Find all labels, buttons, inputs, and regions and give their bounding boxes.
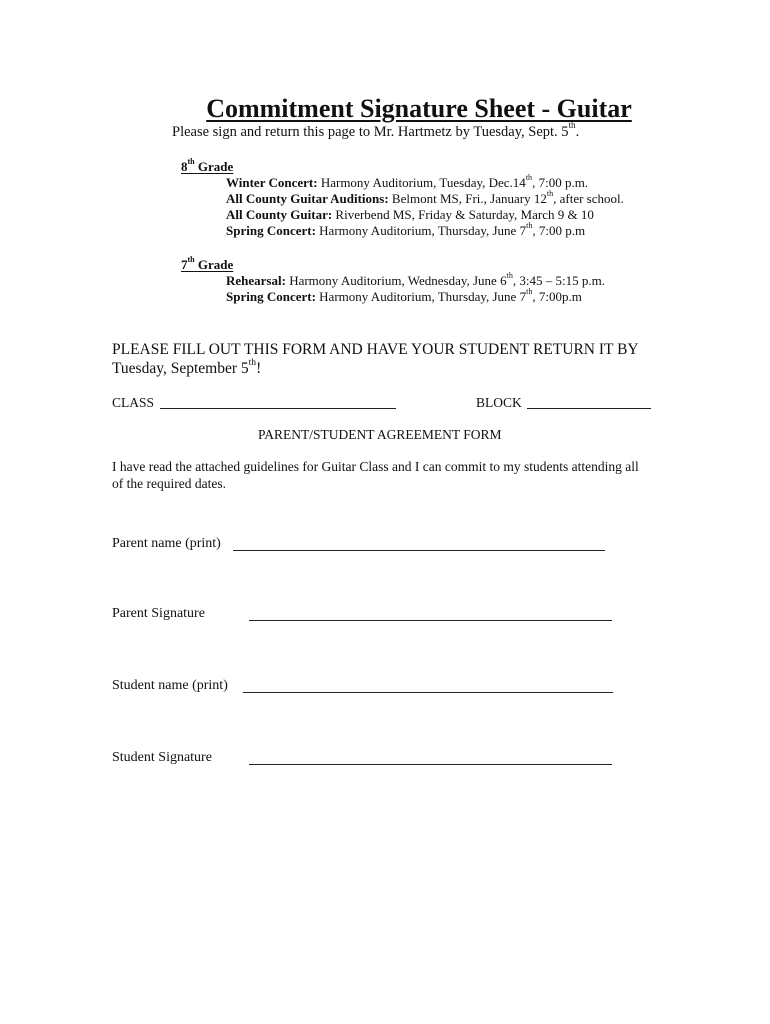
agreement-heading: PARENT/STUDENT AGREEMENT FORM [258,427,502,442]
page-title: Commitment Signature Sheet - Guitar [206,94,632,123]
grade-8-event: All County Guitar: Riverbend MS, Friday & Saturday, March 9 & 10 [226,207,594,222]
parent-signature-field[interactable] [249,620,612,621]
student-signature-field[interactable] [249,764,612,765]
agreement-text-line1: I have read the attached guidelines for Guitar Class and I can commit to my students attending all [112,459,639,474]
agreement-text-line2: of the required dates. [112,476,226,491]
grade-7-event: Spring Concert: Harmony Auditorium, Thursday, June 7th, 7:00p.m [226,287,582,304]
student-name-label: Student name (print) [112,678,228,693]
parent-name-field[interactable] [233,550,605,551]
parent-signature-label: Parent Signature [112,606,205,621]
student-signature-label: Student Signature [112,750,212,765]
parent-name-label: Parent name (print) [112,536,221,551]
grade-8-heading: 8th Grade [181,157,234,174]
grade-8-event: All County Guitar Auditions: Belmont MS, Fri., January 12th, after school. [226,189,624,206]
class-label: CLASS [112,395,155,410]
grade-8-event: Winter Concert: Harmony Auditorium, Tuesday, Dec.14th, 7:00 p.m. [226,173,589,190]
block-field[interactable] [527,408,651,409]
grade-7-event: Rehearsal: Harmony Auditorium, Wednesday, June 6th, 3:45 – 5:15 p.m. [226,271,605,288]
grade-8-event: Spring Concert: Harmony Auditorium, Thursday, June 7th, 7:00 p.m [226,221,586,238]
grade-7-heading: 7th Grade [181,255,234,272]
student-name-field[interactable] [243,692,613,693]
return-instructions: Please sign and return this page to Mr. Hartmetz by Tuesday, Sept. 5th. [172,120,580,140]
form-instructions-line2: Tuesday, September 5th! [112,356,262,377]
block-label: BLOCK [476,395,522,410]
form-instructions-line1: PLEASE FILL OUT THIS FORM AND HAVE YOUR STUDENT RETURN IT BY [112,341,639,358]
class-field[interactable] [160,408,396,409]
